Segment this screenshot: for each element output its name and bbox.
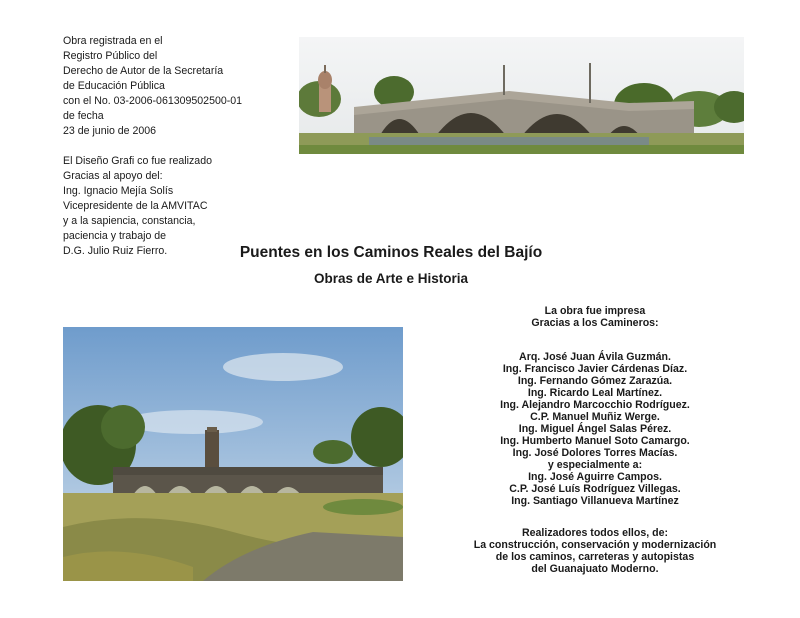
especially-label: y especialmente a:	[547, 459, 643, 471]
registration-line: Obra registrada en el	[63, 35, 163, 47]
printing-intro-line: Gracias a los Camineros:	[531, 317, 659, 329]
contributor-name: Ing. Alejandro Marcocchio Rodríguez.	[500, 399, 690, 411]
registration-line: con el No. 03-2006-061309502500-01	[63, 95, 243, 107]
special-contributor-name: C.P. José Luís Rodríguez Villegas.	[509, 483, 681, 495]
bridge-photo-top	[299, 37, 744, 154]
contributor-name: Ing. Ricardo Leal Martínez.	[527, 387, 663, 399]
page-subtitle: Obras de Arte e Historia	[313, 271, 469, 286]
closing-line: La construcción, conservación y modernización	[473, 539, 717, 551]
registration-line: de Educación Pública	[63, 80, 165, 92]
design-credit-line: El Diseño Grafi co fue realizado	[63, 155, 212, 167]
design-credit-line: paciencia y trabajo de	[63, 230, 167, 242]
design-credit-line: Vicepresidente de la AMVITAC	[63, 200, 208, 212]
registration-line: de fecha	[63, 110, 104, 122]
design-credit-line: D.G. Julio Ruiz Fierro.	[63, 245, 168, 257]
closing-line: Realizadores todos ellos, de:	[522, 527, 668, 539]
contributor-name: C.P. Manuel Muñiz Werge.	[530, 411, 660, 423]
contributor-name: Arq. José Juan Ávila Guzmán.	[519, 351, 671, 363]
registration-credits	[63, 34, 293, 259]
contributor-name: Ing. José Dolores Torres Macías.	[512, 447, 678, 459]
special-contributor-name: Ing. Santiago Villanueva Martínez	[511, 495, 679, 507]
contributor-name: Ing. Francisco Javier Cárdenas Díaz.	[502, 363, 688, 375]
closing-line: de los caminos, carreteras y autopistas	[495, 551, 695, 563]
design-credit-line: Ing. Ignacio Mejía Solís	[63, 185, 174, 197]
design-credit-line: y a la sapiencia, constancia,	[63, 215, 196, 227]
design-credit-line: Gracias al apoyo del:	[63, 170, 163, 182]
printing-intro-line: La obra fue impresa	[544, 305, 646, 317]
registration-line: 23 de junio de 2006	[63, 125, 157, 137]
page-title: Puentes en los Caminos Reales del Bajío	[239, 244, 543, 261]
contributor-name: Ing. Miguel Ángel Salas Pérez.	[518, 423, 672, 435]
registration-line: Derecho de Autor de la Secretaría	[63, 65, 224, 77]
registration-line: Registro Público del	[63, 50, 158, 62]
closing-line: del Guanajuato Moderno.	[531, 563, 659, 575]
contributor-name: Ing. Humberto Manuel Soto Camargo.	[500, 435, 690, 447]
special-contributor-name: Ing. José Aguirre Campos.	[528, 471, 662, 483]
bridge-photo-bottom	[63, 327, 403, 581]
printing-credits	[450, 305, 740, 575]
contributor-name: Ing. Fernando Gómez Zarazúa.	[517, 375, 673, 387]
